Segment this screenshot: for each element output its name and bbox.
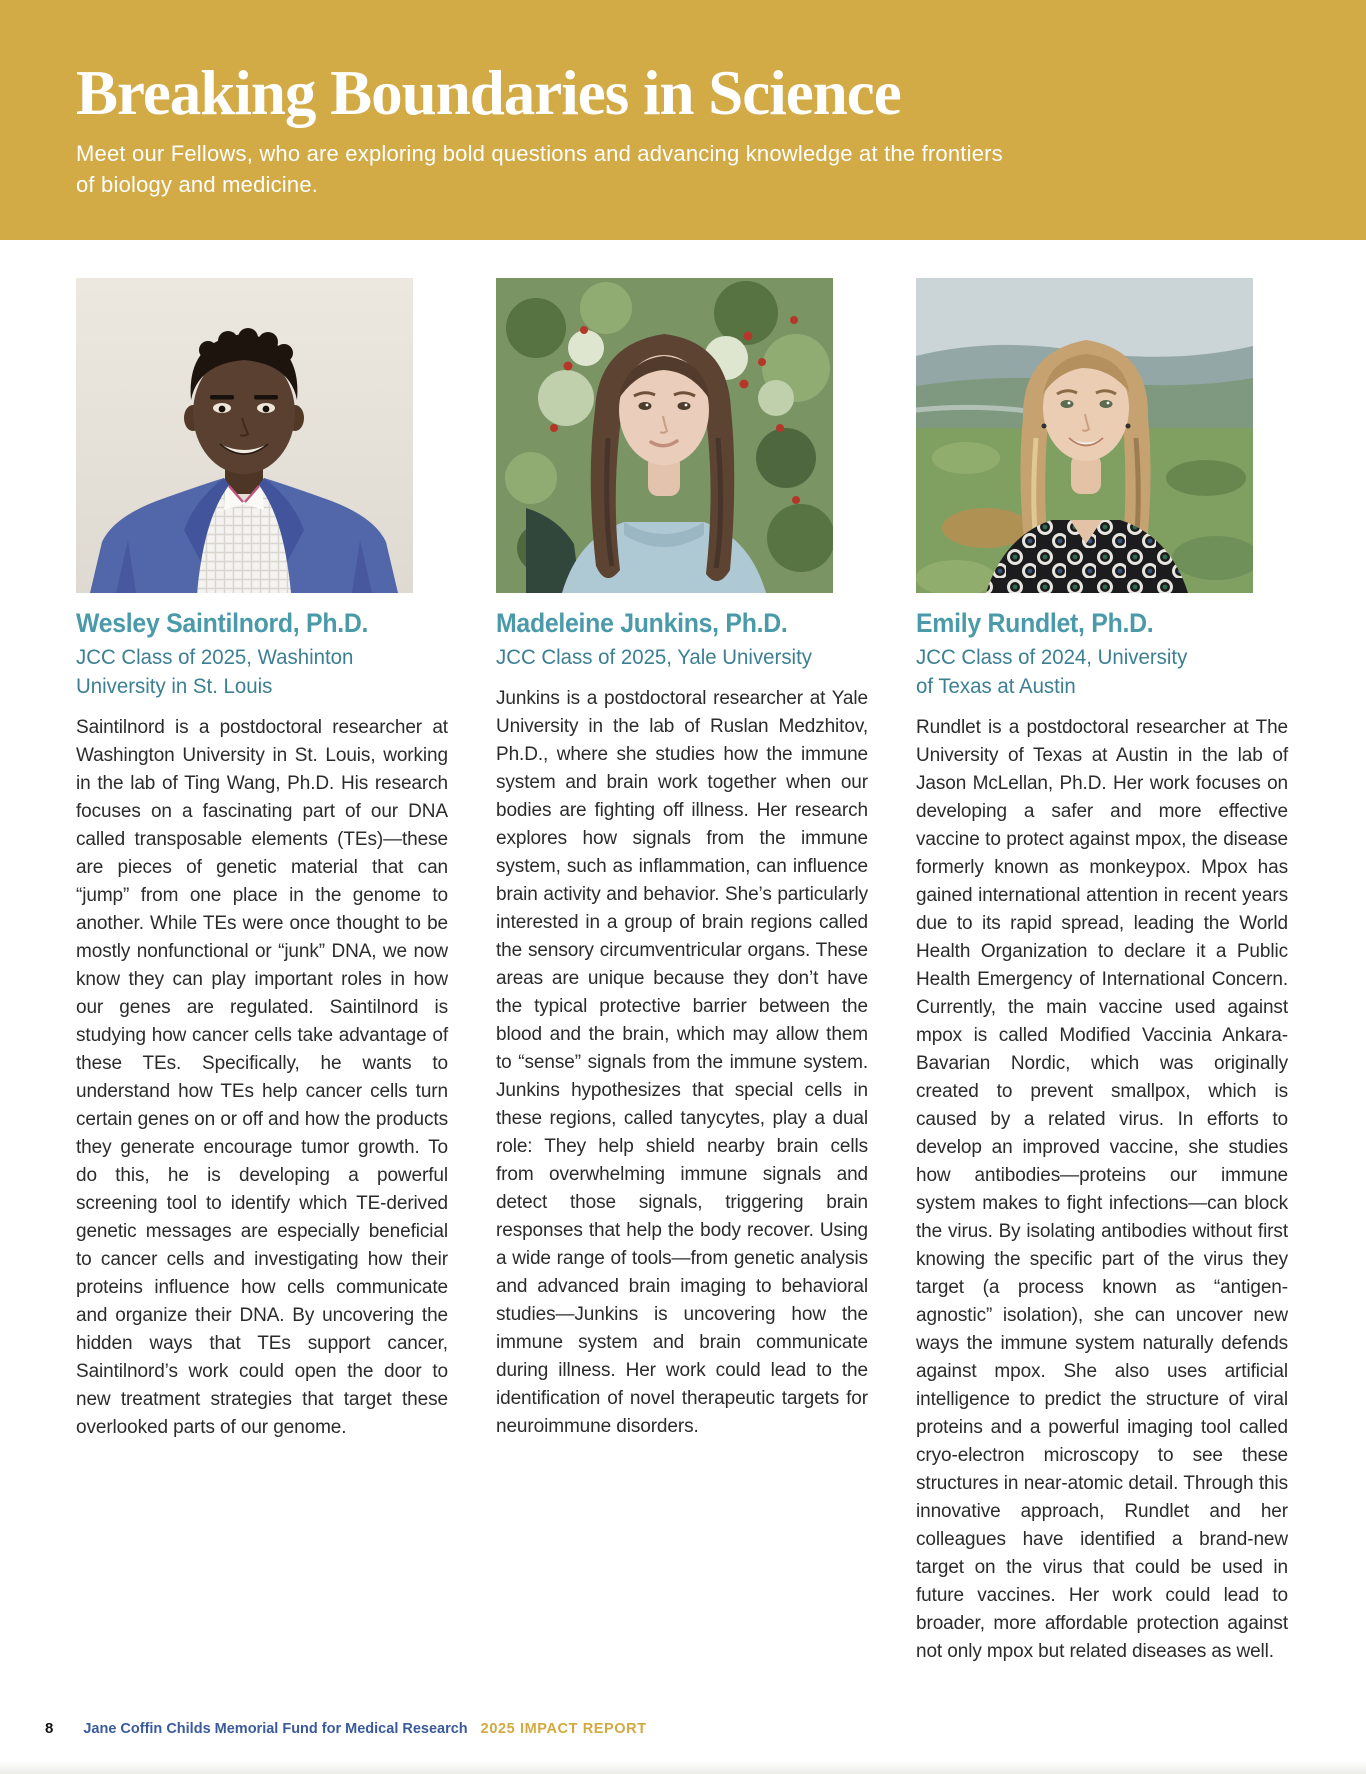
page-footer — [45, 1720, 647, 1737]
bottom-page-edge — [0, 1761, 1366, 1774]
banner-subtitle-line-1: Meet our Fellows, who are exploring bold questions and advancing knowledge at the frontiers — [76, 141, 1003, 166]
profile-photo-wesley-saintilnord — [76, 278, 413, 593]
profile-column-wesley-saintilnord — [76, 278, 448, 1666]
profile-bio: Rundlet is a postdoctoral researcher at The University of Texas at Austin in the lab of Jason McLellan, Ph.D. Her work focuses on developing a safer and more effective vaccine to protect against mpox, the disease formerly known as monkeypox. Mpox has gained international attention in recent years due to its rapid spread, leading the World Health Organization to declare it a Public Health Emergency of International Concern. Currently, the main vaccine used against mpox is called Modified Vaccinia Ankara-Bavarian Nordic, which was originally created to prevent smallpox, which is caused by a related virus. In efforts to develop an improved vaccine, she studies how antibodies—proteins our immune system makes to fight infections—can block the virus. By isolating antibodies without first knowing the specific part of the virus they target (a process known as “antigen-agnostic” isolation), she can uncover new ways the immune system naturally defends against mpox. She also uses artificial intelligence to predict the structure of viral proteins and a powerful imaging tool called cryo-electron microscopy to see these structures in near-atomic detail. Through this innovative approach, Rundlet and her colleagues have identified a brand-new target on the virus that could be used in future vaccines. Her work could lead to broader, more affordable protection against not only mpox but related diseases as well. — [916, 717, 1288, 1662]
footer-page-number: 8 — [45, 1720, 54, 1737]
profile-affiliation-line-2: of Texas at Austin — [916, 674, 1076, 698]
fellows-columns — [76, 278, 1290, 1666]
portrait-illustration-woman-landscape — [916, 278, 1253, 593]
profile-photo-madeleine-junkins — [496, 278, 833, 593]
profile-affiliation-line-2: University in St. Louis — [76, 674, 273, 698]
page-title: Breaking Boundaries in Science — [76, 58, 901, 128]
profile-photo-emily-rundlet — [916, 278, 1253, 593]
profile-bio: Junkins is a postdoctoral researcher at Yale University in the lab of Ruslan Medzhitov, Ph.D., where she studies how the immune system and brain work together when our bodies are fighting off illness. Her research explores how signals from the immune system, such as inflammation, can influence brain activity and behavior. She’s particularly interested in a group of brain regions called the sensory circumventricular organs. These areas are unique because they don’t have the typical protective barrier between the blood and the brain, which may allow them to “sense” signals from the immune system. Junkins hypothesizes that special cells in these regions, called tanycytes, play a dual role: They help shield nearby brain cells from overwhelming immune signals and detect those signals, triggering brain responses that help the body recover. Using a wide range of tools—from genetic analysis and advanced brain imaging to behavioral studies—Junkins is uncovering how the immune system and brain communicate during illness. Her work could lead to the identification of novel therapeutic targets for neuroimmune disorders. — [496, 688, 868, 1437]
profile-affiliation-line-1: JCC Class of 2025, Washinton — [76, 645, 354, 669]
profile-column-madeleine-junkins — [496, 278, 868, 1666]
profile-affiliation — [76, 643, 448, 701]
page-banner — [0, 0, 1366, 240]
profile-name: Madeleine Junkins, Ph.D. — [496, 608, 788, 638]
banner-subtitle — [76, 138, 1366, 200]
profile-name: Wesley Saintilnord, Ph.D. — [76, 608, 369, 638]
portrait-illustration-woman-foliage — [496, 278, 833, 593]
profile-affiliation — [916, 643, 1288, 701]
profile-affiliation-line-1: JCC Class of 2024, University — [916, 645, 1188, 669]
profile-column-emily-rundlet — [916, 278, 1288, 1666]
profile-name: Emily Rundlet, Ph.D. — [916, 608, 1154, 638]
profile-affiliation-line-1: JCC Class of 2025, Yale University — [496, 645, 812, 669]
footer-report-label: 2025 IMPACT REPORT — [480, 1721, 647, 1737]
footer-org-name: Jane Coffin Childs Memorial Fund for Medical Research — [83, 1721, 468, 1737]
banner-subtitle-line-2: of biology and medicine. — [76, 172, 319, 197]
profile-bio: Saintilnord is a postdoctoral researcher at Washington University in St. Louis, working in the lab of Ting Wang, Ph.D. His research focuses on a fascinating part of our DNA called transposable elements (TEs)—these are pieces of genetic material that can “jump” from one place in the genome to another. While TEs were once thought to be mostly nonfunctional or “junk” DNA, we now know they can play important roles in how our genes are regulated. Saintilnord is studying how cancer cells take advantage of these TEs. Specifically, he wants to understand how TEs help cancer cells turn certain genes on or off and how the products they generate encourage tumor growth. To do this, he is developing a powerful screening tool to identify which TE-derived genetic messages are especially beneficial to cancer cells and investigating how their proteins influence how cells communicate and organize their DNA. By uncovering the hidden ways that TEs support cancer, Saintilnord’s work could open the door to new treatment strategies that target these overlooked parts of our genome. — [76, 717, 448, 1438]
portrait-illustration-man-blue-blazer — [76, 278, 413, 593]
profile-affiliation — [496, 643, 868, 672]
